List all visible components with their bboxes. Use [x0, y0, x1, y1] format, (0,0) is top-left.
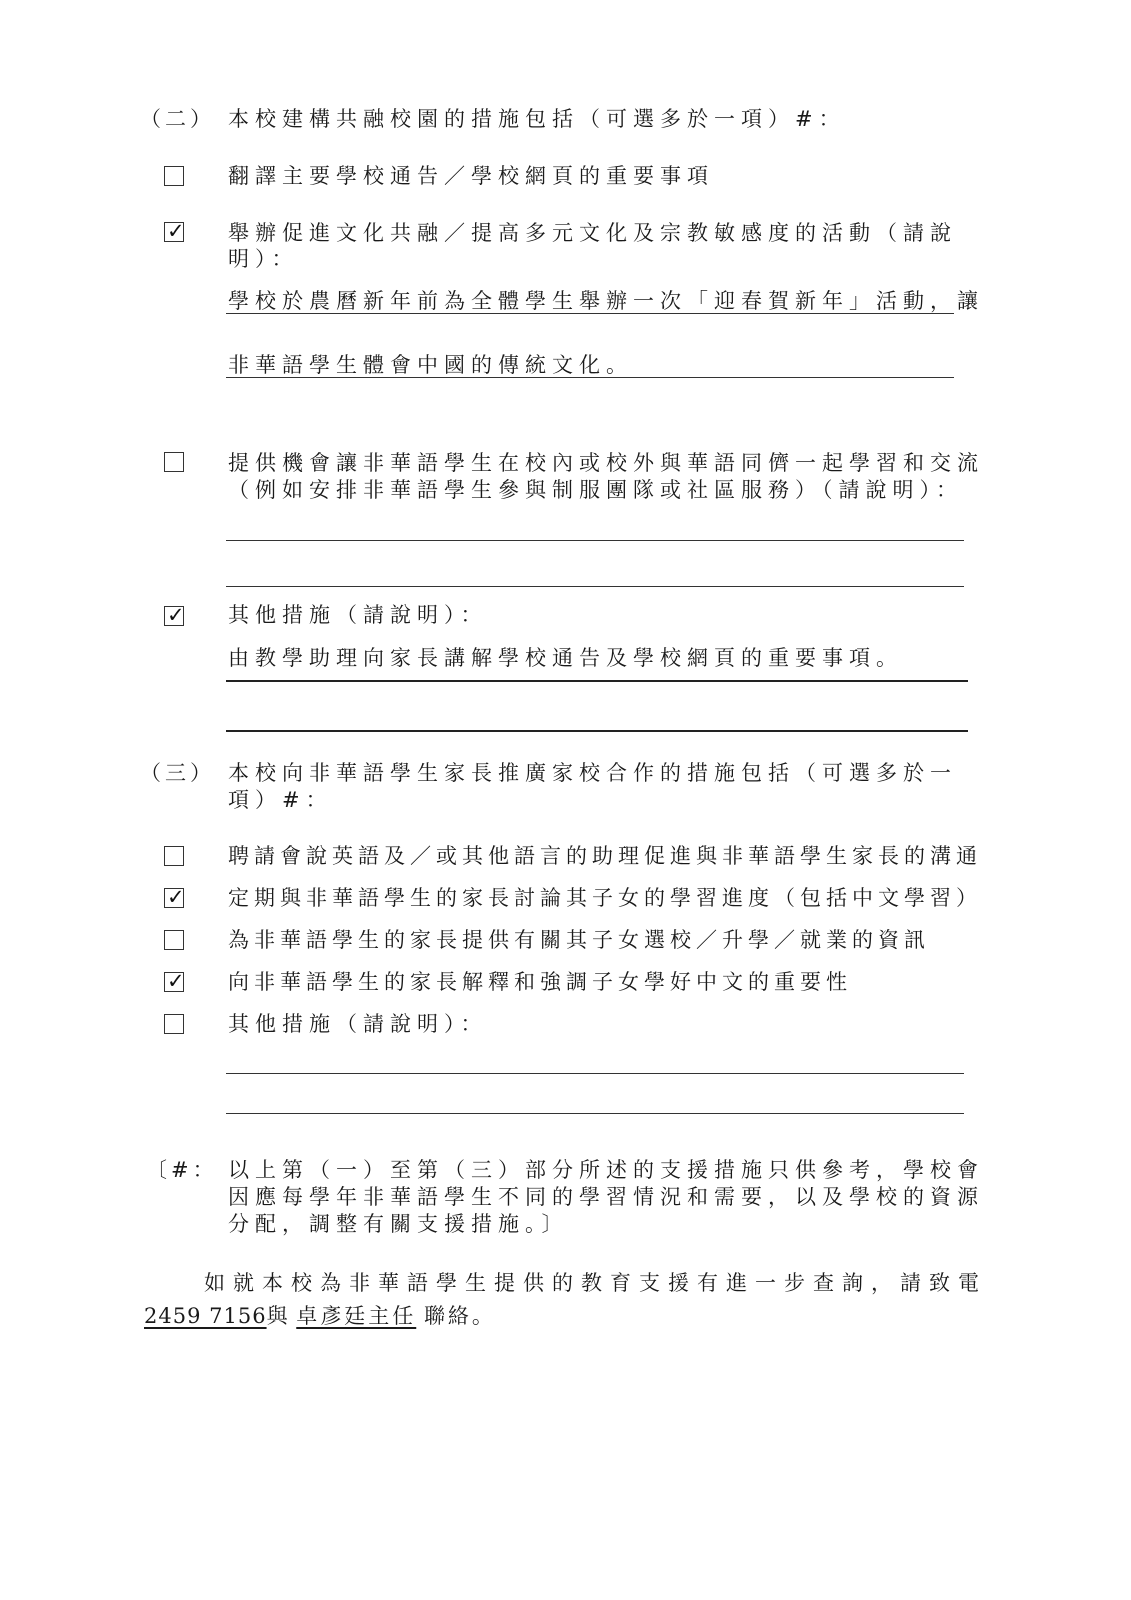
- label-translate-notices: 翻譯主要學校通告／學校網頁的重要事項: [228, 164, 714, 188]
- checkbox-translate-notices[interactable]: [164, 166, 184, 186]
- blank-answer-line[interactable]: [226, 730, 968, 732]
- label-peer-learning-line1: 提供機會讓非華語學生在校內或校外與華語同儕一起學習和交流: [228, 451, 984, 475]
- contact-suffix: 聯絡。: [423, 1304, 496, 1328]
- checkbox-other-measures-2[interactable]: [164, 603, 185, 627]
- contact-connector: 與: [266, 1304, 289, 1328]
- blank-answer-line[interactable]: [226, 540, 964, 541]
- checkmark-icon: ✓: [167, 885, 185, 909]
- answer-other-measures-2: 由教學助理向家長講解學校通告及學校網頁的重要事項。: [228, 646, 903, 670]
- section-3-title-line2: 項）#：: [228, 788, 333, 812]
- label-chinese-importance: 向非華語學生的家長解釋和強調子女學好中文的重要性: [228, 970, 852, 994]
- note-marker: 〔#：: [146, 1158, 218, 1182]
- blank-answer-line[interactable]: [226, 586, 964, 587]
- checkbox-school-choice-info[interactable]: [164, 930, 184, 950]
- contact-line1: 如就本校為非華語學生提供的教育支援有進一步查詢，請致電: [204, 1271, 987, 1295]
- answer-cultural-activities-line2: 非華語學生體會中國的傳統文化。: [228, 353, 633, 377]
- checkmark-icon: ✓: [167, 219, 185, 243]
- section-3-title-line1: 本校向非華語學生家長推廣家校合作的措施包括（可選多於一: [228, 761, 957, 785]
- label-cultural-activities-line1: 舉辦促進文化共融／提高多元文化及宗教敏感度的活動（請說: [228, 221, 957, 245]
- blank-answer-line[interactable]: [226, 1113, 964, 1114]
- label-other-measures-2: 其他措施（請說明）：: [228, 603, 488, 627]
- label-other-measures-3: 其他措施（請說明）：: [228, 1012, 488, 1036]
- note-line3: 分配，調整有關支援措施。〕: [228, 1212, 569, 1236]
- answer-cultural-activities-line1: 學校於農曆新年前為全體學生舉辦一次「迎春賀新年」活動，讓: [228, 289, 984, 313]
- answer-underline: [226, 377, 954, 378]
- note-line1: 以上第（一）至第（三）部分所述的支援措施只供參考，學校會: [228, 1158, 984, 1182]
- label-hire-assistants: 聘請會說英語及／或其他語言的助理促進與非華語學生家長的溝通: [228, 844, 982, 868]
- label-school-choice-info: 為非華語學生的家長提供有關其子女選校／升學／就業的資訊: [228, 928, 930, 952]
- checkbox-hire-assistants[interactable]: [164, 846, 184, 866]
- checkmark-icon: ✓: [167, 603, 185, 627]
- section-2-marker: （二）: [140, 107, 215, 131]
- note-line2: 因應每學年非華語學生不同的學習情況和需要，以及學校的資源: [228, 1185, 984, 1209]
- checkbox-other-measures-3[interactable]: [164, 1014, 184, 1034]
- contact-line2: [144, 1303, 496, 1329]
- label-discuss-progress: 定期與非華語學生的家長討論其子女的學習進度（包括中文學習）: [228, 886, 982, 910]
- label-peer-learning-line2: （例如安排非華語學生參與制服團隊或社區服務）（請說明）：: [228, 478, 963, 502]
- contact-phone[interactable]: 2459 7156: [144, 1304, 267, 1328]
- checkbox-cultural-activities[interactable]: [164, 219, 185, 243]
- blank-answer-line[interactable]: [226, 1073, 964, 1074]
- answer-underline: [226, 313, 954, 314]
- contact-person: 卓彥廷主任: [296, 1304, 417, 1328]
- label-cultural-activities-line2: 明）：: [228, 247, 299, 271]
- checkbox-discuss-progress[interactable]: [164, 885, 185, 909]
- checkbox-peer-learning[interactable]: [164, 452, 184, 472]
- answer-underline: [226, 680, 968, 682]
- checkbox-chinese-importance[interactable]: [164, 969, 185, 993]
- section-2-title: 本校建構共融校園的措施包括（可選多於一項）#：: [228, 107, 846, 131]
- section-3-marker: （三）: [140, 761, 215, 785]
- checkmark-icon: ✓: [167, 969, 185, 993]
